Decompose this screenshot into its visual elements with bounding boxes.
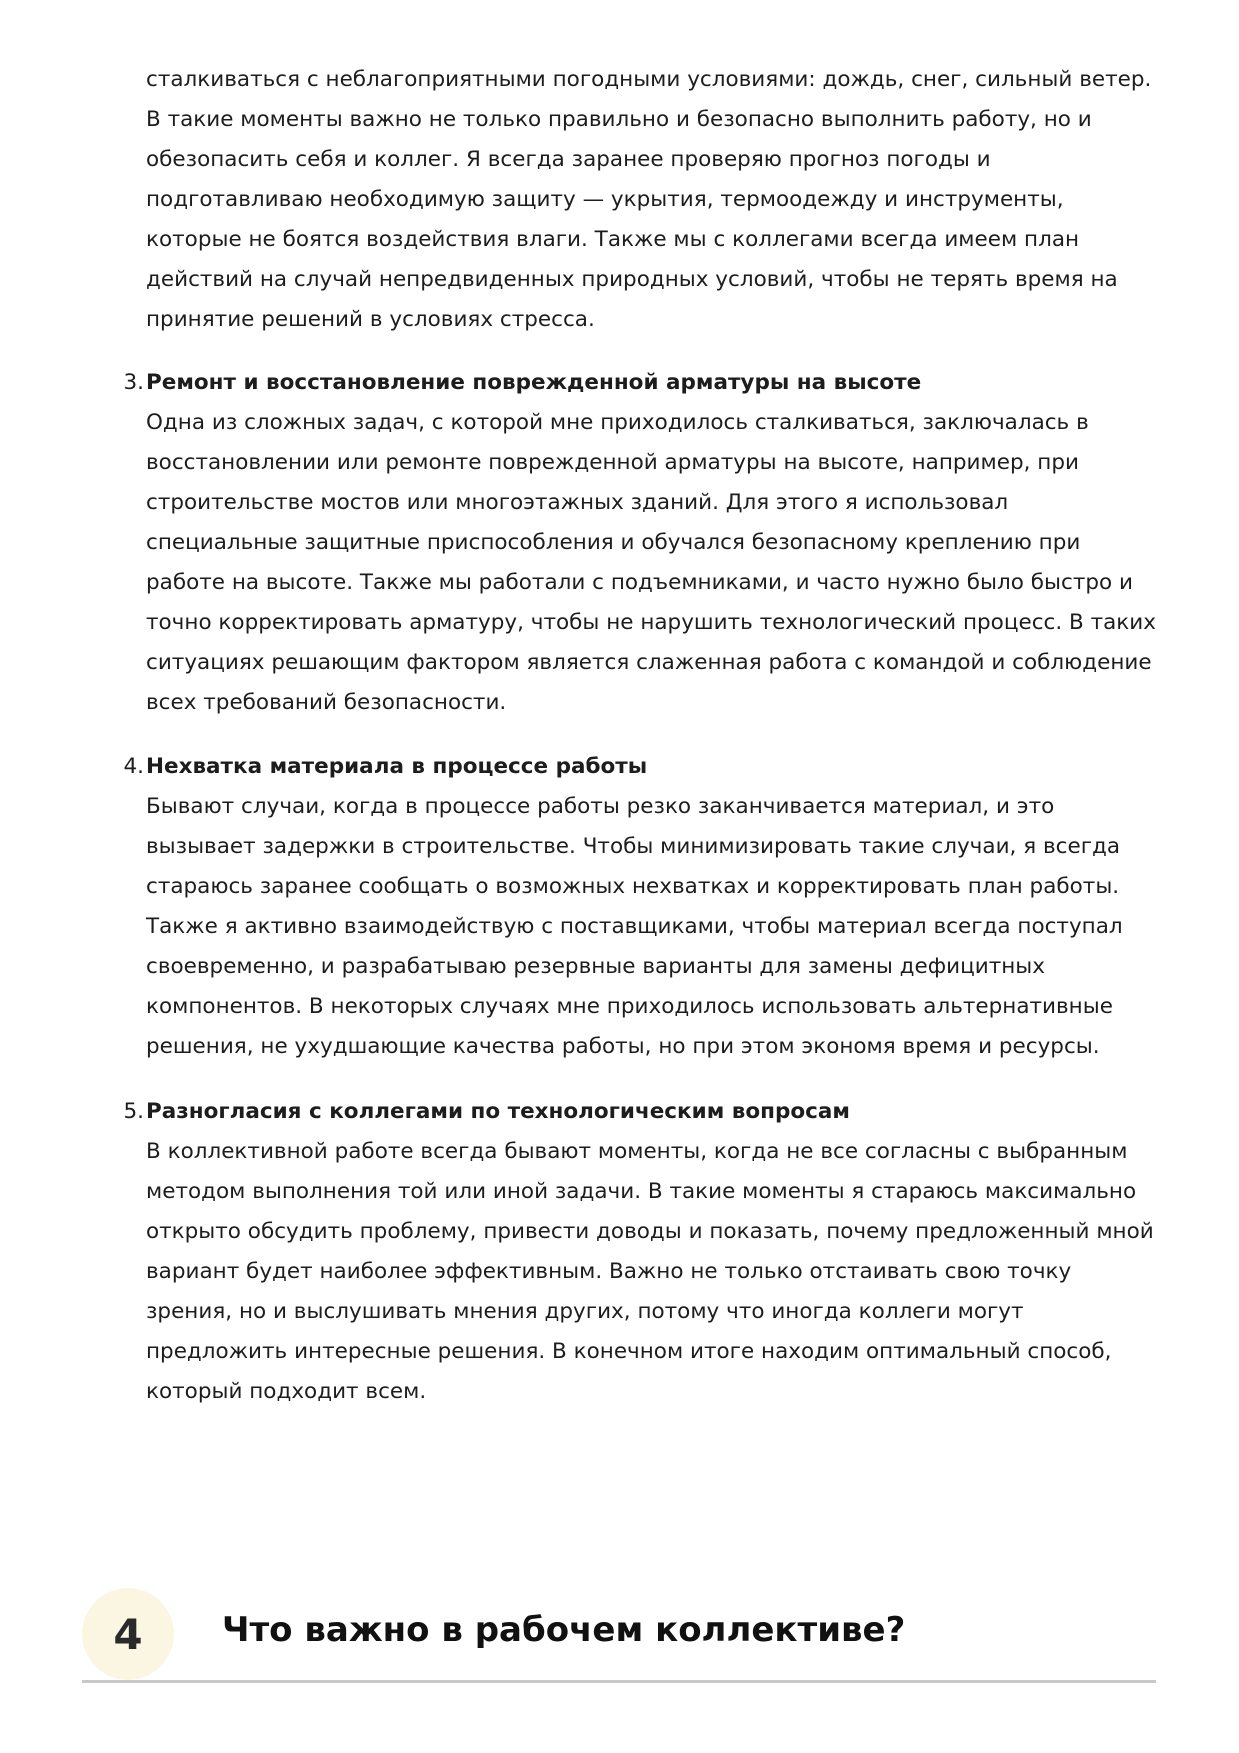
- list-item-body: Одна из сложных задач, с которой мне приходилось сталкиваться, заключалась в восстановлении или ремонте поврежденной арматуры на высоте, например, при строительстве мостов или многоэтажных зданий. Для этого я использовал специальные защитные приспособления и обучался безопасному креплению при работе на высоте. Также мы работали с подъемниками, и часто нужно было быстро и точно корректировать арматуру, чтобы не нарушить технологический процесс. В таких ситуациях решающим фактором является слаженная работа с командой и соблюдение всех требований безопасности.: [146, 410, 1156, 715]
- list-item-number: 4.: [123, 754, 144, 779]
- list-item-5: [123, 1092, 1156, 1412]
- section-number-badge: 4: [82, 1588, 174, 1680]
- list-item-body: Бывают случаи, когда в процессе работы резко заканчивается материал, и это вызывает задержки в строительстве. Чтобы минимизировать такие случаи, я всегда стараюсь заранее сообщать о возможных нехватках и корректировать план работы. Также я активно взаимодействую с поставщиками, чтобы материал всегда поступал своевременно, и разрабатываю резервные варианты для замены дефицитных компонентов. В некоторых случаях мне приходилось использовать альтернативные решения, не ухудшающие качества работы, но при этом экономя время и ресурсы.: [146, 794, 1123, 1059]
- list-item-number: 5.: [123, 1099, 144, 1124]
- section-header: [82, 1584, 1156, 1683]
- section-title: Что важно в рабочем коллективе?: [222, 1610, 906, 1650]
- list-item-3: [123, 363, 1156, 723]
- list-item-4: [123, 747, 1156, 1067]
- list-item-number: 3.: [123, 370, 144, 395]
- list-item-title: Разногласия с коллегами по технологическим вопросам: [146, 1099, 850, 1124]
- intro-paragraph: сталкиваться с неблагоприятными погодными условиями: дождь, снег, сильный ветер. В такие моменты важно не только правильно и безопасно выполнить работу, но и обезопасить себя и коллег. Я всегда заранее проверяю прогноз погоды и подготавливаю необходимую защиту — укрытия, термоодежду и инструменты, которые не боятся воздействия влаги. Также мы с коллегами всегда имеем план действий на случай непредвиденных природных условий, чтобы не терять время на принятие решений в условиях стресса.: [146, 67, 1152, 332]
- list-item-body: В коллективной работе всегда бывают моменты, когда не все согласны с выбранным методом выполнения той или иной задачи. В такие моменты я стараюсь максимально открыто обсудить проблему, привести доводы и показать, почему предложенный мной вариант будет наиболее эффективным. Важно не только отстаивать свою точку зрения, но и выслушивать мнения других, потому что иногда коллеги могут предложить интересные решения. В конечном итоге находим оптимальный способ, который подходит всем.: [146, 1139, 1154, 1404]
- list-item-title: Ремонт и восстановление поврежденной арматуры на высоте: [146, 370, 922, 395]
- list-item-title: Нехватка материала в процессе работы: [146, 754, 648, 779]
